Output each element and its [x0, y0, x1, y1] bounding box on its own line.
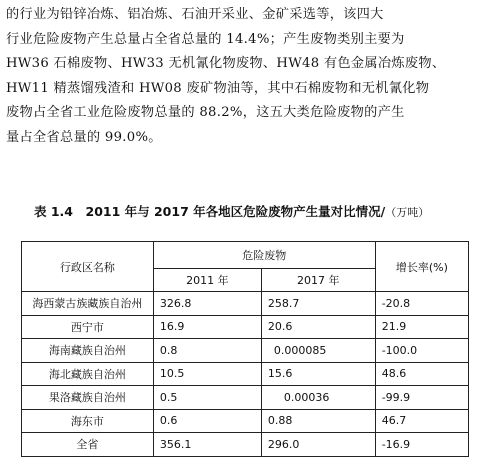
cell-2011: 0.8 [153, 339, 261, 363]
cell-2011: 16.9 [153, 315, 261, 339]
table-row-total [22, 433, 469, 457]
paragraph-line: 的行业为铅锌冶炼、铝冶炼、石油开采业、金矿采选等，该四大 [6, 7, 384, 22]
cell-rate: 48.6 [375, 362, 468, 386]
cell-region: 海北藏族自治州 [22, 362, 154, 386]
header-year-2011: 2011 年 [153, 269, 261, 292]
cell-rate: -100.0 [375, 339, 468, 363]
cell-2017: 15.6 [261, 362, 375, 386]
table-row [22, 315, 469, 339]
cell-rate: -16.9 [375, 433, 468, 457]
header-year-2017: 2017 年 [261, 269, 375, 292]
table-row [22, 339, 469, 363]
cell-2011: 10.5 [153, 362, 261, 386]
cell-region: 海南藏族自治州 [22, 339, 154, 363]
table-row [22, 386, 469, 410]
body-paragraph [6, 3, 480, 150]
cell-rate: -20.8 [375, 292, 468, 316]
paragraph-line: HW36 石棉废物、HW33 无机氰化物废物、HW48 有色金属冶炼废物、 [6, 56, 446, 71]
cell-2017: 0.88 [261, 409, 375, 433]
paragraph-line: 量占全省总量的 99.0%。 [6, 129, 162, 145]
paragraph-line: 废物占全省工业危险废物总量的 88.2%，这五大类危险废物的产生 [6, 105, 405, 120]
cell-rate: -99.9 [375, 386, 468, 410]
header-region: 行政区名称 [22, 242, 154, 292]
table-unit: （万吨） [385, 206, 430, 219]
cell-2017: 0.00036 [261, 386, 375, 410]
paragraph-line: 行业危险废物产生总量占全省总量的 14.4%；产生废物类别主要为 [6, 31, 405, 47]
cell-2017: 0.000085 [261, 339, 375, 363]
cell-region: 西宁市 [22, 315, 154, 339]
cell-2011: 356.1 [153, 433, 261, 457]
cell-rate: 46.7 [375, 409, 468, 433]
paragraph-line: HW11 精蒸馏残渣和 HW08 废矿物油等，其中石棉废物和无机氰化物 [6, 80, 430, 96]
hazardous-waste-table [21, 241, 469, 457]
cell-2011: 0.6 [153, 409, 261, 433]
table-caption [34, 202, 429, 220]
cell-region: 果洛藏族自治州 [22, 386, 154, 410]
table-caption-text: 表 1.4 2011 年与 2017 年各地区危险废物产生量对比情况/ [34, 204, 386, 219]
cell-2017: 20.6 [261, 315, 375, 339]
cell-2017: 296.0 [261, 433, 375, 457]
cell-region: 海东市 [22, 409, 154, 433]
table-row [22, 409, 469, 433]
header-hazardous-waste: 危险废物 [153, 242, 375, 269]
header-growth-rate: 增长率(%) [375, 242, 468, 292]
table-row [22, 292, 469, 316]
cell-2011: 326.8 [153, 292, 261, 316]
cell-2017: 258.7 [261, 292, 375, 316]
cell-region: 海西蒙古族藏族自治州 [22, 292, 154, 316]
table-row [22, 362, 469, 386]
cell-rate: 21.9 [375, 315, 468, 339]
cell-region: 全省 [22, 433, 154, 457]
cell-2011: 0.5 [153, 386, 261, 410]
